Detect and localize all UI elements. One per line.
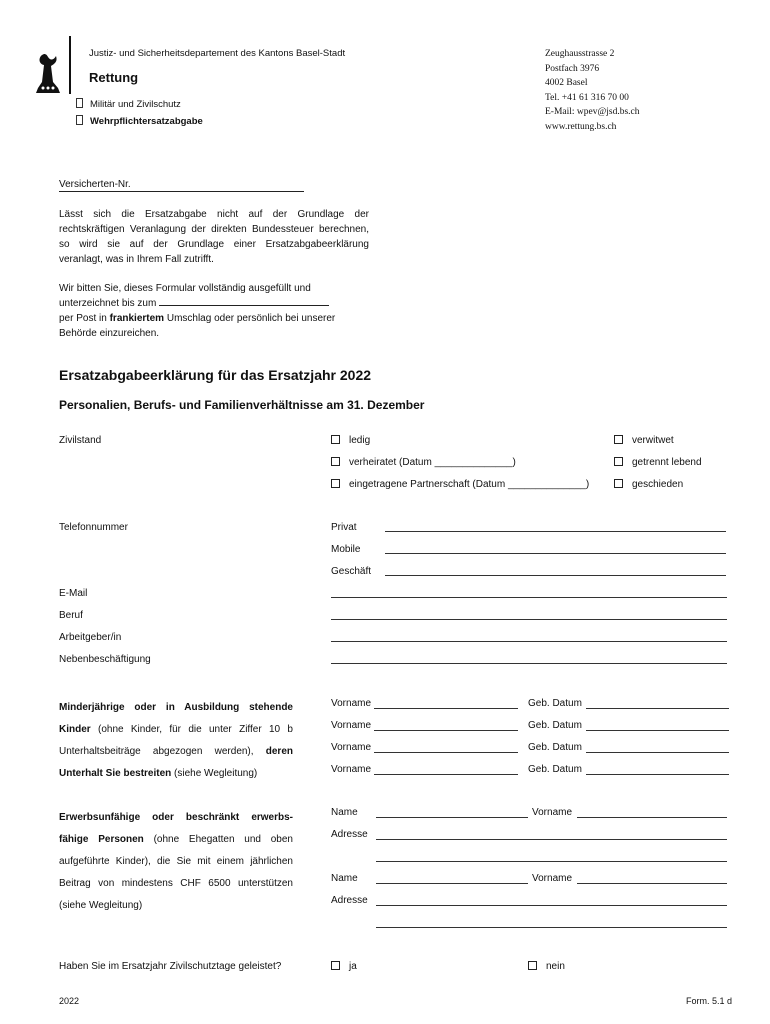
office-name: Rettung — [89, 70, 139, 85]
child-row-3: Vorname Geb. Datum — [331, 742, 731, 753]
deadline-field[interactable] — [159, 297, 329, 306]
phone-label: Telefonnummer — [59, 522, 128, 533]
address-email[interactable]: E-Mail: wpev@jsd.bs.ch — [545, 107, 640, 117]
child-row-2: Vorname Geb. Datum — [331, 720, 731, 731]
basel-crest-logo — [34, 52, 62, 94]
option-getrennt[interactable]: getrennt lebend — [614, 457, 702, 468]
intro-paragraph-1: Lässt sich die Ersatzabgabe nicht auf der Grundlage der rechtskräftigen Veranlagung der direkten Bundessteuer berechnen, so wird sie auf der Grundlage einer Ersatzabgabeerklärung veranlagt, was in Ihrem Fall zutrifft. — [59, 209, 369, 265]
employer-field[interactable] — [331, 641, 727, 642]
address-street: Zeughausstrasse 2 — [545, 49, 615, 59]
address-block — [545, 47, 640, 134]
dependent-address-field-2[interactable] — [376, 927, 727, 928]
form-subtitle: Personalien, Berufs- und Familienverhältnisse am 31. Dezember — [59, 398, 425, 412]
checkbox[interactable] — [331, 961, 340, 970]
phone-mobile-label: Mobile — [331, 544, 361, 555]
child-row-1: Vorname Geb. Datum — [331, 698, 731, 709]
email-label: E-Mail — [59, 588, 88, 599]
checkbox[interactable] — [331, 457, 340, 466]
dependent-firstname-field[interactable] — [577, 817, 727, 818]
department-name: Justiz- und Sicherheitsdepartement des Kantons Basel-Stadt — [89, 48, 346, 59]
checkbox[interactable] — [614, 457, 623, 466]
option-nein[interactable]: nein — [528, 961, 565, 972]
unit-tax: Wehrpflichtersatzabgabe — [76, 115, 203, 127]
child-birthdate-field[interactable] — [586, 774, 729, 775]
option-verheiratet[interactable]: verheiratet (Datum ______________) — [331, 457, 516, 468]
insured-number-label: Versicherten-Nr. — [59, 179, 131, 190]
side-job-label: Nebenbeschäftigung — [59, 654, 151, 665]
dependent-address-field[interactable] — [376, 905, 727, 906]
checkbox[interactable] — [331, 479, 340, 488]
option-ledig[interactable]: ledig — [331, 435, 370, 446]
checkbox[interactable] — [528, 961, 537, 970]
option-ja[interactable]: ja — [331, 961, 357, 972]
side-job-field[interactable] — [331, 663, 727, 664]
dependent-1: Name Vorname Adresse — [331, 807, 731, 927]
insured-number-field[interactable] — [59, 191, 304, 192]
child-row-4: Vorname Geb. Datum — [331, 764, 731, 775]
employer-label: Arbeitgeber/in — [59, 632, 122, 643]
option-geschieden[interactable]: geschieden — [614, 479, 683, 490]
address-city: 4002 Basel — [545, 78, 588, 88]
address-pobox: Postfach 3976 — [545, 63, 600, 74]
child-birthdate-field[interactable] — [586, 752, 729, 753]
child-firstname-field[interactable] — [374, 730, 518, 731]
phone-business-field[interactable] — [385, 575, 726, 576]
dependent-name-field[interactable] — [376, 817, 528, 818]
dependent-address-field-2[interactable] — [376, 861, 727, 862]
checkbox[interactable] — [614, 479, 623, 488]
checkbox[interactable] — [331, 435, 340, 444]
child-firstname-field[interactable] — [374, 708, 518, 709]
phone-mobile-field[interactable] — [385, 553, 726, 554]
address-phone: Tel. +41 61 316 70 00 — [545, 92, 629, 103]
dependent-firstname-field[interactable] — [577, 883, 727, 884]
address-web[interactable]: www.rettung.bs.ch — [545, 121, 617, 132]
form-title: Ersatzabgabeerklärung für das Ersatzjahr 2022 — [59, 367, 372, 383]
child-birthdate-field[interactable] — [586, 730, 729, 731]
email-field[interactable] — [331, 597, 727, 598]
footer-form-id: Form. 5.1 d — [686, 996, 733, 1006]
civil-defense-question: Haben Sie im Ersatzjahr Zivilschutztage geleistet? — [59, 961, 282, 972]
profession-label: Beruf — [59, 610, 83, 621]
header-divider — [69, 36, 71, 94]
child-birthdate-field[interactable] — [586, 708, 729, 709]
phone-private-field[interactable] — [385, 531, 726, 532]
phone-business-label: Geschäft — [331, 566, 372, 577]
dependent-name-field[interactable] — [376, 883, 528, 884]
option-verwitwet[interactable]: verwitwet — [614, 435, 674, 446]
unit-military: Militär und Zivilschutz — [76, 98, 181, 110]
civil-status-label: Zivilstand — [59, 435, 102, 446]
children-description: Minderjährige oder in Ausbildung stehende Kinder (ohne Kinder, für die unter Ziffer 10 b Unterhaltsbeiträge abgezogen werden), deren Unterhalt Sie bestreiten (siehe Wegleitung) — [59, 702, 293, 779]
profession-field[interactable] — [331, 619, 727, 620]
option-partnerschaft[interactable]: eingetragene Partnerschaft (Datum ______________) — [331, 479, 589, 490]
dependents-description: Erwerbsunfähige oder beschränkt erwerbs- fähige Personen (ohne Ehegatten und oben aufgeführte Kinder), die Sie mit einem jährlichen Beitrag von mindestens CHF 6500 unterstützen (siehe Wegleitung) — [59, 812, 293, 911]
child-firstname-field[interactable] — [374, 774, 518, 775]
checkbox[interactable] — [614, 435, 623, 444]
phone-private-label: Privat — [331, 522, 357, 533]
dependent-address-field[interactable] — [376, 839, 727, 840]
child-firstname-field[interactable] — [374, 752, 518, 753]
bracket-icon — [76, 98, 83, 108]
bracket-icon — [76, 115, 83, 125]
intro-paragraph-2: Wir bitten Sie, dieses Formular vollständig ausgefüllt und unterzeichnet bis zum per Post in frankiertem Umschlag oder persönlich bei unserer Behörde einzureichen. — [59, 283, 336, 339]
footer-year: 2022 — [59, 996, 80, 1006]
dependent-2: Name Vorname Adresse — [331, 873, 731, 943]
